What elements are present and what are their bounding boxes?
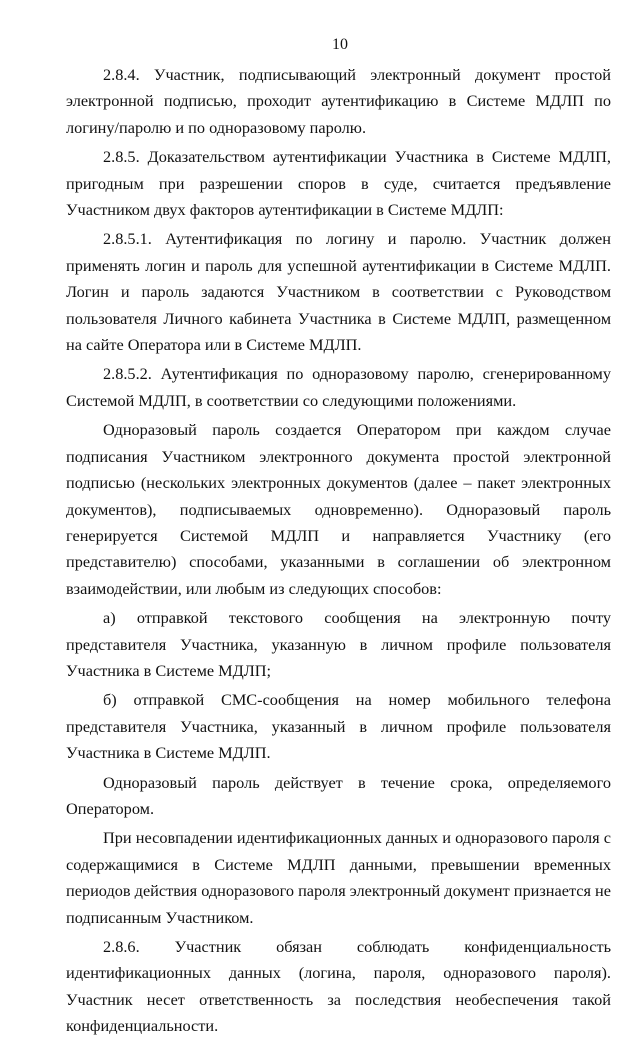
paragraph-option-a: а) отправкой текстового сообщения на электронную почту представителя Участника, указанную в личном профиле пользователя Участника в Системе МДЛП; [66,608,611,680]
document-body [66,62,611,1043]
paragraph-2-8-4: 2.8.4. Участник, подписывающий электронный документ простой электронной подписью, проходит аутентификацию в Системе МДЛП по логину/паролю и по одноразовому паролю. [66,65,611,137]
paragraph-2-8-5: 2.8.5. Доказательством аутентификации Участника в Системе МДЛП, пригодным при разрешении споров в суде, считается предъявление Участником двух факторов аутентификации в Системе МДЛП: [66,147,611,220]
paragraph-2-8-5-1: 2.8.5.1. Аутентификация по логину и паролю. Участник должен применять логин и пароль для успешной аутентификации в Системе МДЛП. Логин и пароль задаются Участником в соответствии с Руководством пользователя Личного кабинета Участника в Системе МДЛП, размещенном на сайте Оператора или в Системе МДЛП. [66,229,611,355]
paragraph-option-b: б) отправкой СМС-сообщения на номер мобильного телефона представителя Участника, указанный в личном профиле пользователя Участника в Системе МДЛП. [66,690,611,763]
paragraph-2-8-6: 2.8.6. Участник обязан соблюдать конфиденциальность идентификационных данных (логина, пароля, одноразового пароля). Участник несет ответственность за последствия необеспечения такой конфиденциальности. [66,937,611,1036]
paragraph-password-validity: Одноразовый пароль действует в течение срока, определяемого Оператором. [66,772,611,818]
page-number: 10 [332,36,348,53]
paragraph-mismatch: При несовпадении идентификационных данных и одноразового пароля с содержащимися в Системе МДЛП данными, превышении временных периодов действия одноразового пароля электронный документ признается не подписанным Участником. [66,828,611,927]
paragraph-2-8-5-2: 2.8.5.2. Аутентификация по одноразовому паролю, сгенерированному Системой МДЛП, в соответствии со следующими положениями. [66,364,611,410]
paragraph-one-time-password: Одноразовый пароль создается Оператором при каждом случае подписания Участником электронного документа простой электронной подписью (нескольких электронных документов (далее – пакет электронных документов), подписываемых одновременно). Одноразовый пароль генерируется Системой МДЛП и направляется Участнику (его представителю) способами, указанными в соглашении об электронном взаимодействии, или любым из следующих способов: [66,420,611,598]
